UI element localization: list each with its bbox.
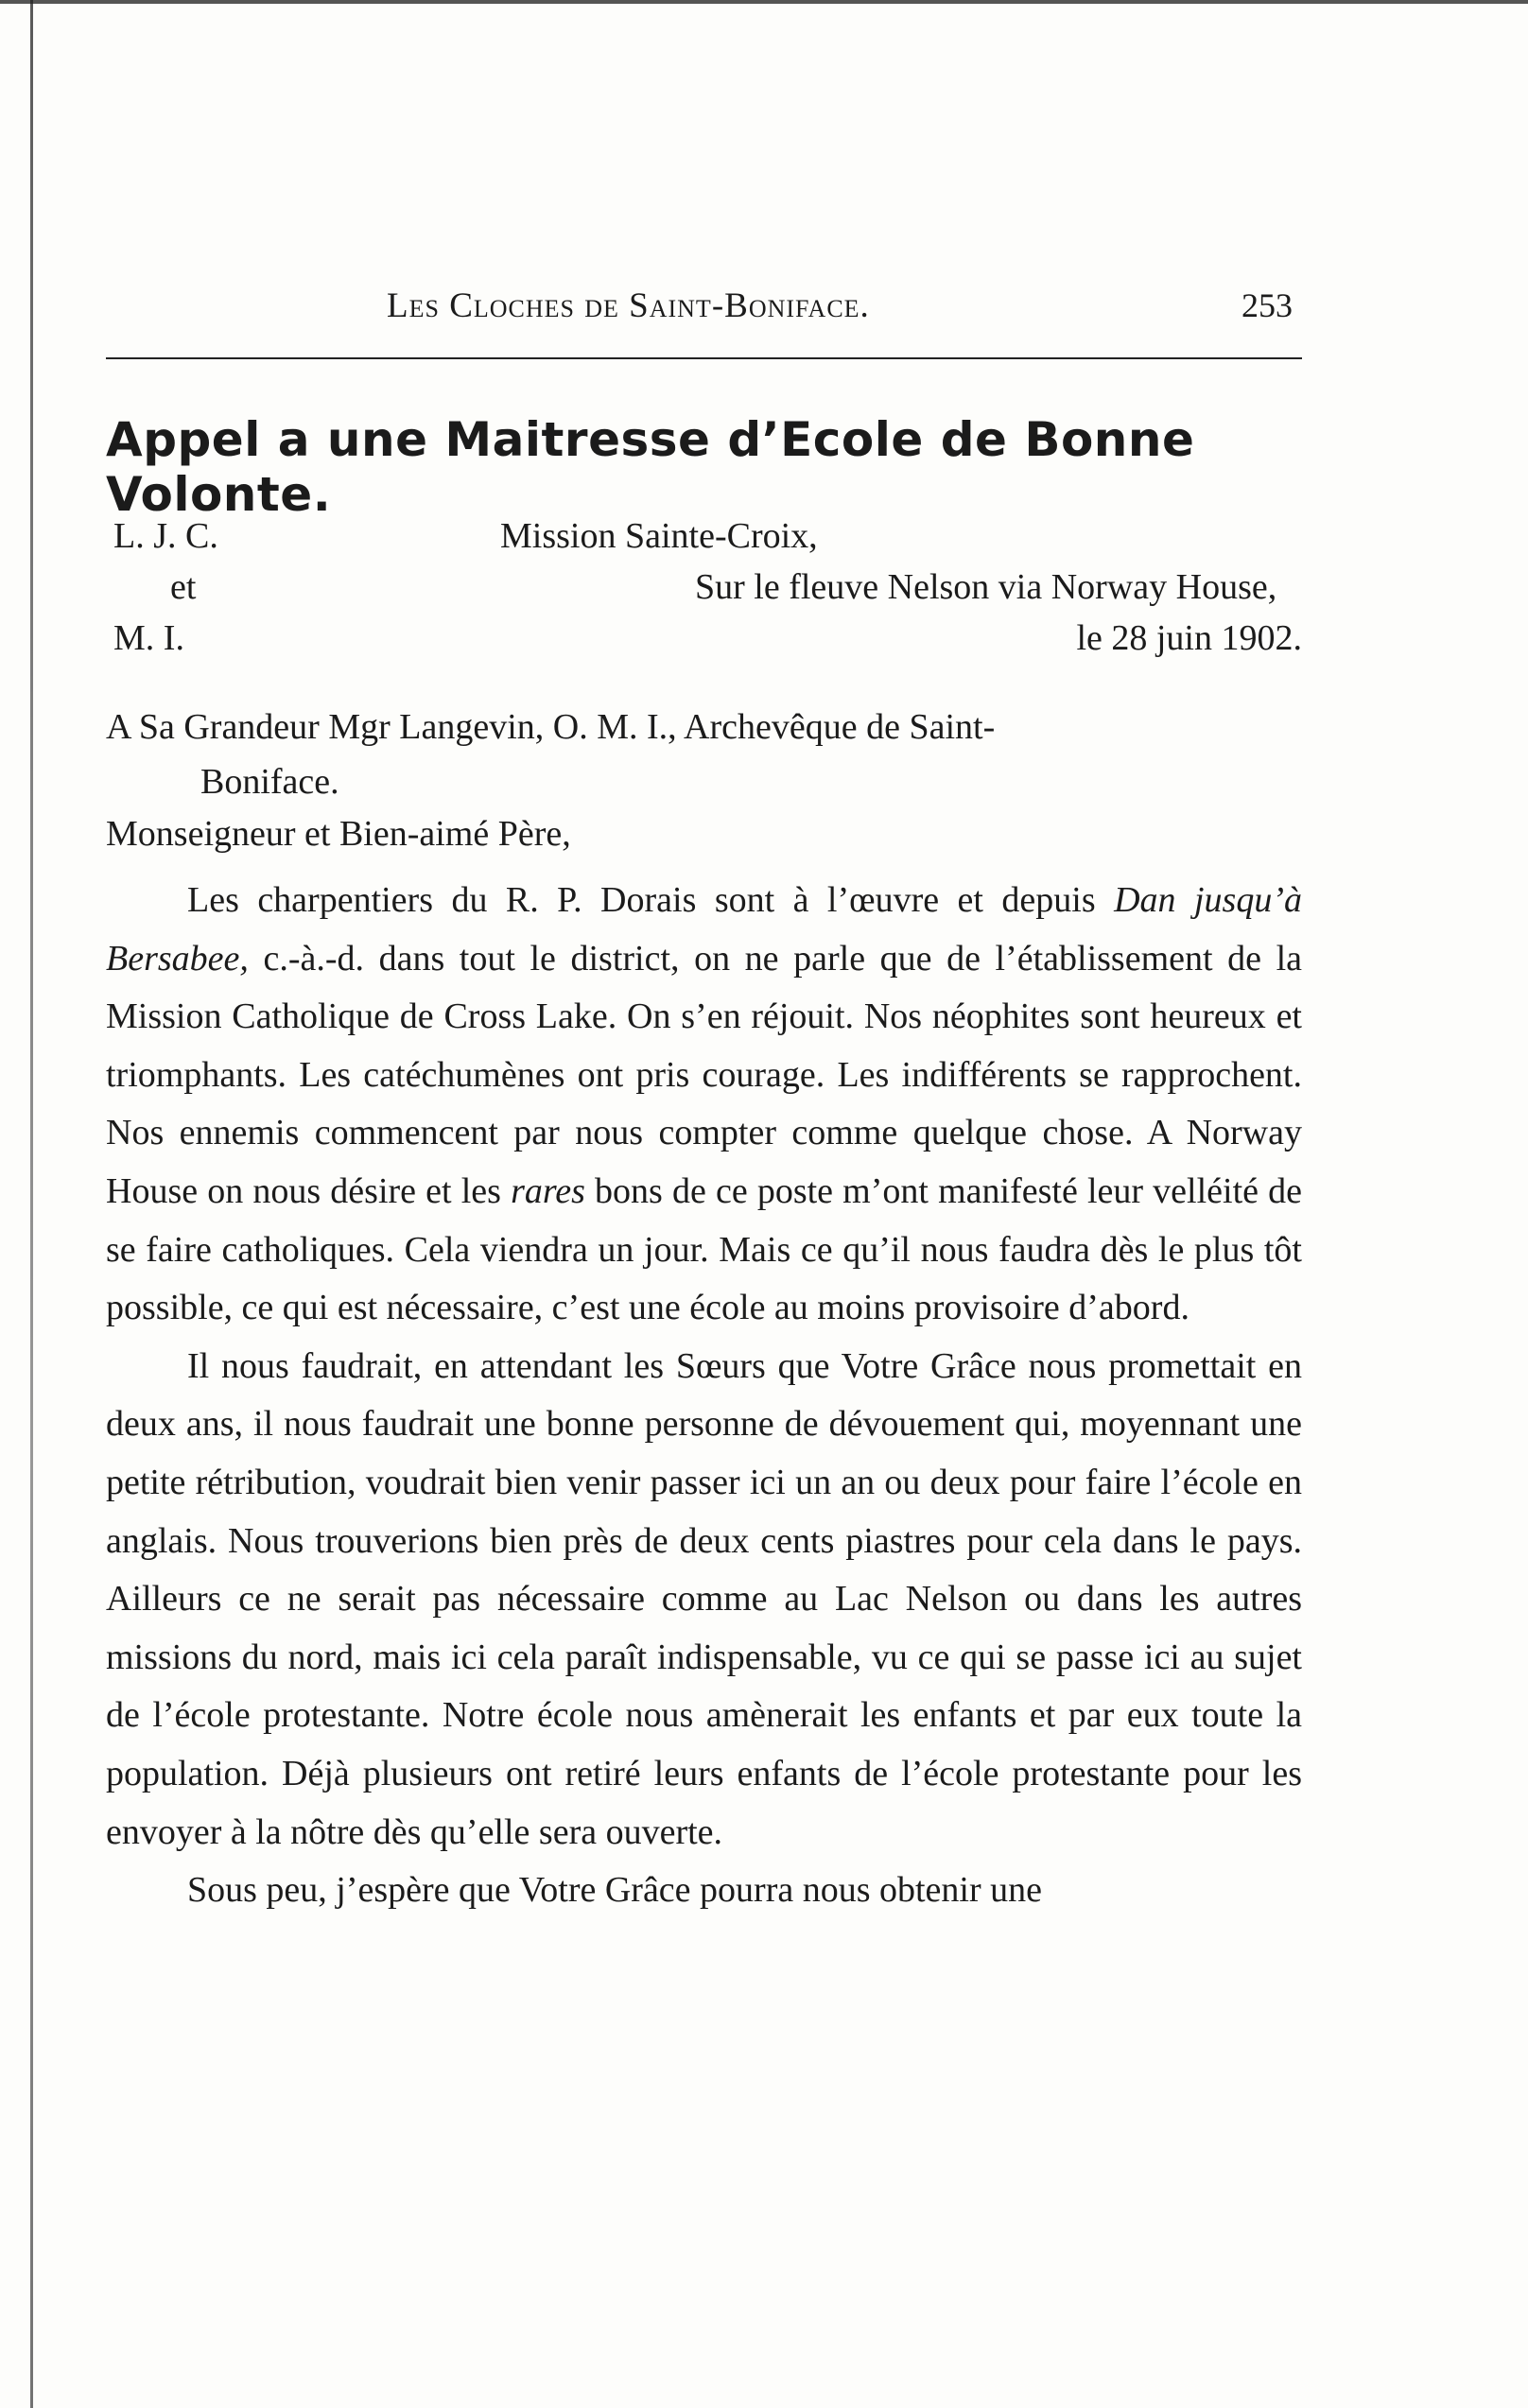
- running-title: Les Cloches de Saint-Boniface.: [387, 286, 870, 325]
- paragraph: Il nous faudrait, en attendant les Sœurs que Votre Grâce nous promettait en deux ans, il nous faudrait une bonne personne de dévouement qui, moyennant une petite rétribution, voudrait bien venir passer ici un an ou deux pour faire l’école en anglais. Nous trouverions bien près de deux cents piastres pour cela dans le pays. Ailleurs ce ne serait pas nécessaire comme au Lac Nelson ou dans les autres missions du nord, mais ici cela paraît indispensable, vu ce qui se passe ici au sujet de l’école protestante. Notre école nous amènerait les enfants et par eux toute la population. Déjà plusieurs ont retiré leurs enfants de l’école protestante pour les envoyer à la nôtre dès qu’elle sera ouverte.: [106, 1345, 1302, 1852]
- paragraph-text: c.-à.-d. dans tout le district, on ne parle que de l’établissement de la Mission Catholique de Cross Lake. On s’en réjouit. Nos néophites sont heureux et triomphants. Les catéchumènes ont pris courage. Les indifférents se rapprochent. Nos ennemis commencent par nous compter comme quelque chose. A Norway House on nous désire et les: [106, 938, 1302, 1211]
- addressee-line: A Sa Grandeur Mgr Langevin, O. M. I., Archevêque de Saint-: [106, 707, 996, 747]
- header-left-line: M. I.: [113, 618, 184, 658]
- letter-header-right: [451, 511, 1302, 664]
- italic-text: rares: [511, 1170, 585, 1211]
- salutation: Monseigneur et Bien-aimé Père,: [106, 814, 571, 854]
- scan-edge-left: [30, 0, 33, 2408]
- paragraph-text: bons de ce poste m’ont manifesté leur velléité de se faire catholiques. Cela viendra un jour. Mais ce qu’il nous faudra dès le plus tôt possible, ce qui est nécessaire, c’est une école au moins provisoire d’abord.: [106, 1170, 1302, 1328]
- header-rule: [106, 357, 1302, 359]
- header-left-line: et: [170, 567, 197, 607]
- letter-body: [106, 872, 1302, 1920]
- header-right-line: Sur le fleuve Nelson via Norway House,: [695, 567, 1277, 607]
- paragraph-text: Les charpentiers du R. P. Dorais sont à l’œuvre et depuis: [187, 880, 1115, 920]
- scan-edge-top: [0, 0, 1528, 4]
- header-right-line: Mission Sainte-Croix,: [500, 516, 818, 556]
- header-left-line: L. J. C.: [113, 516, 218, 556]
- article-title: Appel a une Maitresse d’Ecole de Bonne Volonte.: [106, 412, 1195, 522]
- addressee-line: Boniface.: [200, 762, 339, 802]
- italic-text: Dan jusqu’à Bersabee,: [106, 880, 1302, 979]
- running-head: [106, 286, 1302, 338]
- header-right-line: le 28 juin 1902.: [1076, 618, 1302, 658]
- page-number: 253: [1242, 286, 1293, 324]
- paragraph: [106, 872, 1302, 1338]
- addressee: [106, 700, 1302, 809]
- letter-header-left: [113, 511, 303, 664]
- paragraph: Sous peu, j’espère que Votre Grâce pourra nous obtenir une: [187, 1870, 1043, 1911]
